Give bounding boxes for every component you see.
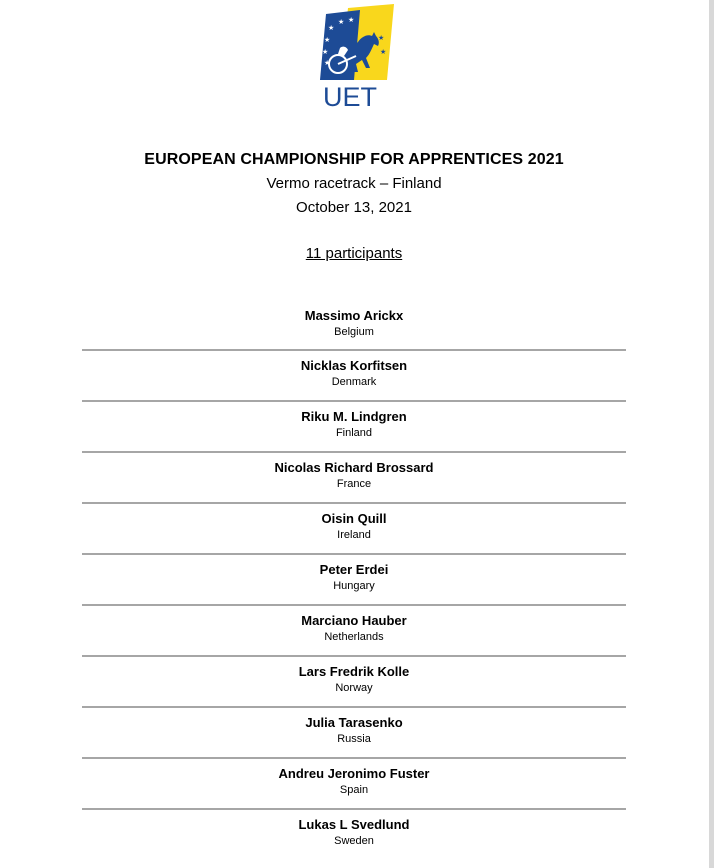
participants-label: 11 participants — [305, 245, 403, 262]
participant-name: Marciano Hauber — [301, 613, 407, 628]
list-item — [82, 759, 626, 810]
list-item — [82, 555, 626, 606]
venue-line: Vermo racetrack – Finland — [266, 175, 442, 192]
participant-name: Peter Erdei — [319, 562, 389, 577]
participant-country: Hungary — [333, 580, 375, 592]
svg-text:★: ★ — [324, 59, 331, 67]
svg-text:★: ★ — [324, 36, 331, 44]
svg-text:★: ★ — [338, 18, 345, 26]
document-header — [0, 148, 708, 220]
participant-name: Lars Fredrik Kolle — [298, 664, 410, 679]
svg-text:★: ★ — [380, 48, 387, 56]
participant-name: Riku M. Lindgren — [301, 409, 407, 424]
svg-text:★: ★ — [348, 16, 355, 24]
participant-country: Netherlands — [324, 631, 384, 643]
page-edge — [709, 0, 714, 868]
list-item — [82, 301, 626, 351]
list-item — [82, 504, 626, 555]
list-item — [82, 810, 626, 861]
participant-name: Nicolas Richard Brossard — [274, 460, 434, 475]
uet-emblem-icon — [314, 2, 396, 84]
participant-country: France — [336, 478, 372, 490]
list-item — [82, 606, 626, 657]
participant-country: Russia — [337, 733, 371, 745]
list-item — [82, 453, 626, 504]
participant-country: Spain — [339, 784, 369, 796]
participants-count — [0, 243, 708, 265]
participant-country: Sweden — [334, 835, 374, 847]
participant-country: Finland — [335, 427, 373, 439]
page-title: EUROPEAN CHAMPIONSHIP FOR APPRENTICES 2021 — [144, 151, 564, 168]
participant-country: Norway — [335, 682, 373, 694]
list-item — [82, 657, 626, 708]
participant-country: Denmark — [331, 376, 377, 388]
event-date: October 13, 2021 — [296, 199, 412, 216]
list-item — [82, 351, 626, 402]
participant-country: Belgium — [334, 326, 374, 338]
participant-name: Massimo Arickx — [304, 308, 404, 323]
list-item — [82, 402, 626, 453]
uet-logo — [314, 2, 396, 112]
svg-text:★: ★ — [328, 24, 335, 32]
participant-name: Nicklas Korfitsen — [300, 358, 408, 373]
list-item — [82, 708, 626, 759]
participant-name: Andreu Jeronimo Fuster — [278, 766, 430, 781]
participant-list — [82, 301, 626, 861]
svg-text:★: ★ — [322, 48, 329, 56]
participant-name: Julia Tarasenko — [305, 715, 403, 730]
participant-name: Oisin Quill — [321, 511, 387, 526]
participant-country: Ireland — [337, 529, 371, 541]
participant-name: Lukas L Svedlund — [298, 817, 410, 832]
logo-text: UET — [323, 82, 377, 112]
svg-text:★: ★ — [378, 34, 385, 42]
